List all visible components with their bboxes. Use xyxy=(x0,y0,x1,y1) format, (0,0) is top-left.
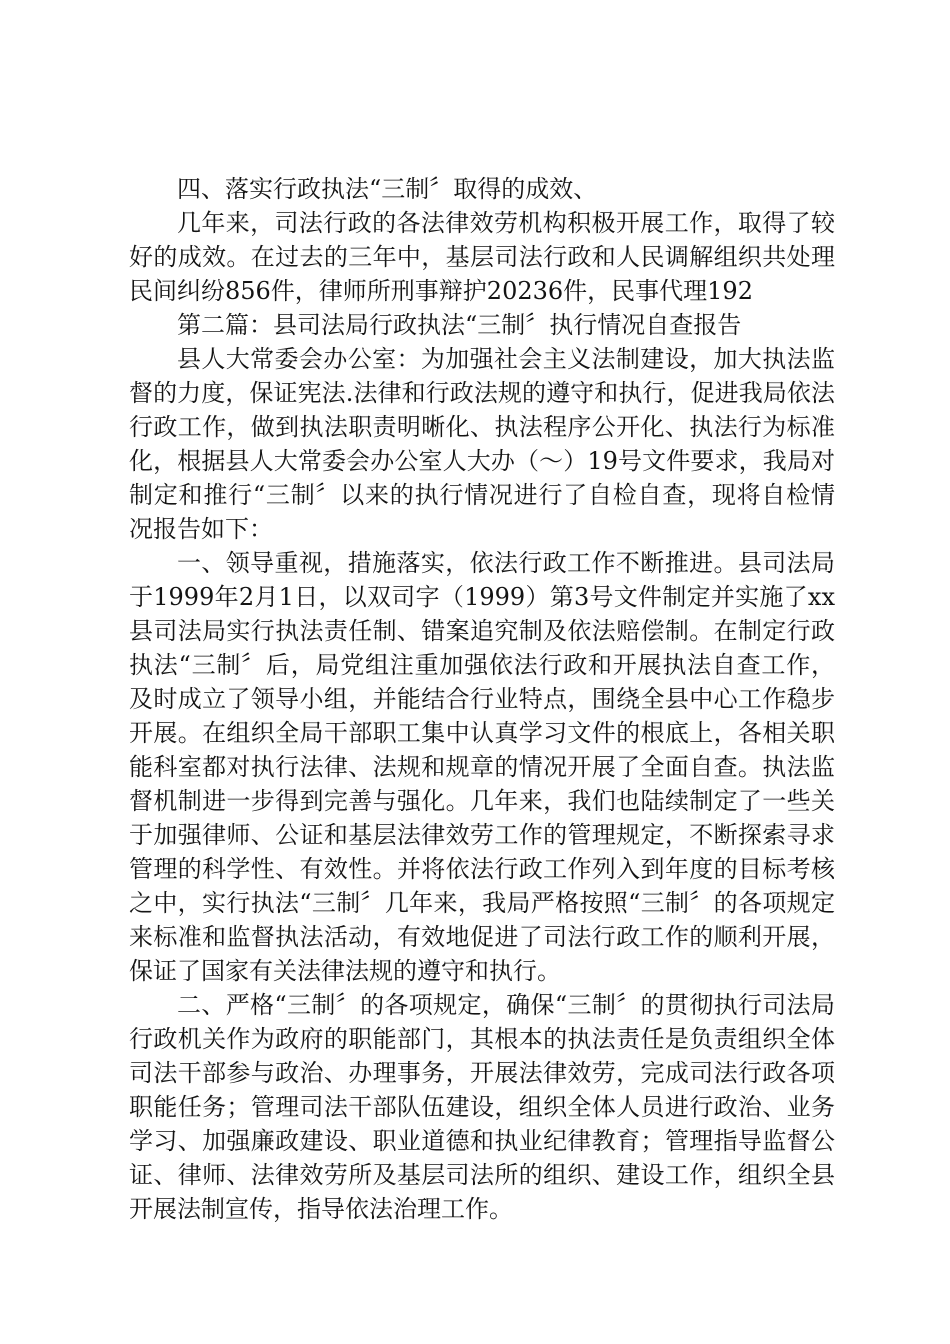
paragraph-regulations: 二、严格“三制〞的各项规定，确保“三制〞的贯彻执行司法局行政机关作为政府的职能部门，其根本的执法责任是负责组织全体司法干部参与政治、办理事务，开展法律效劳，完成司法行政各项职能任务；管理司法干部队伍建设，组织全体人员进行政治、业务学习、加强廉政建设、职业道德和执业纪律教育；管理指导监督公证、律师、法律效劳所及基层司法所的组织、建设工作，组织全县开展法制宣传，指导依法治理工作。 xyxy=(129,991,835,1223)
document-body xyxy=(129,172,835,1226)
section-heading-second-part: 第二篇：县司法局行政执法“三制〞执行情况自查报告 xyxy=(177,311,742,339)
paragraph-leadership: 一、领导重视，措施落实，依法行政工作不断推进。县司法局于1999年2月1日，以双司字（1999）第3号文件制定并实施了xx县司法局实行执法责任制、错案追究制及依法赔偿制。在制定行政执法“三制〞后，局党组注重加强依法行政和开展执法自查工作，及时成立了领导小组，并能结合行业特点，围绕全县中心工作稳步开展。在组织全局干部职工集中认真学习文件的根底上，各相关职能科室都对执行法律、法规和规章的情况开展了全面自查。执法监督机制进一步得到完善与强化。几年来，我们也陆续制定了一些关于加强律师、公证和基层法律效劳工作的管理规定，不断探索寻求管理的科学性、有效性。并将依法行政工作列入到年度的目标考核之中，实行执法“三制〞几年来，我局严格按照“三制〞的各项规定来标准和监督执法活动，有效地促进了司法行政工作的顺利开展，保证了国家有关法律法规的遵守和执行。 xyxy=(129,549,835,985)
section-heading-achievements: 四、落实行政执法“三制〞取得的成效、 xyxy=(177,175,598,203)
paragraph-report-intro: 县人大常委会办公室：为加强社会主义法制建设，加大执法监督的力度，保证宪法.法律和行政法规的遵守和执行，促进我局依法行政工作，做到执法职责明晰化、执法程序公开化、执法行为标准化，根据县人大常委会办公室人大办（～）19号文件要求，我局对制定和推行“三制〞以来的执行情况进行了自检自查，现将自检情况报告如下： xyxy=(129,345,835,543)
paragraph-achievements-text: 几年来，司法行政的各法律效劳机构积极开展工作，取得了较好的成效。在过去的三年中，基层司法行政和人民调解组织共处理民间纠纷856件，律师所刑事辩护20236件，民事代理192 xyxy=(129,209,835,305)
